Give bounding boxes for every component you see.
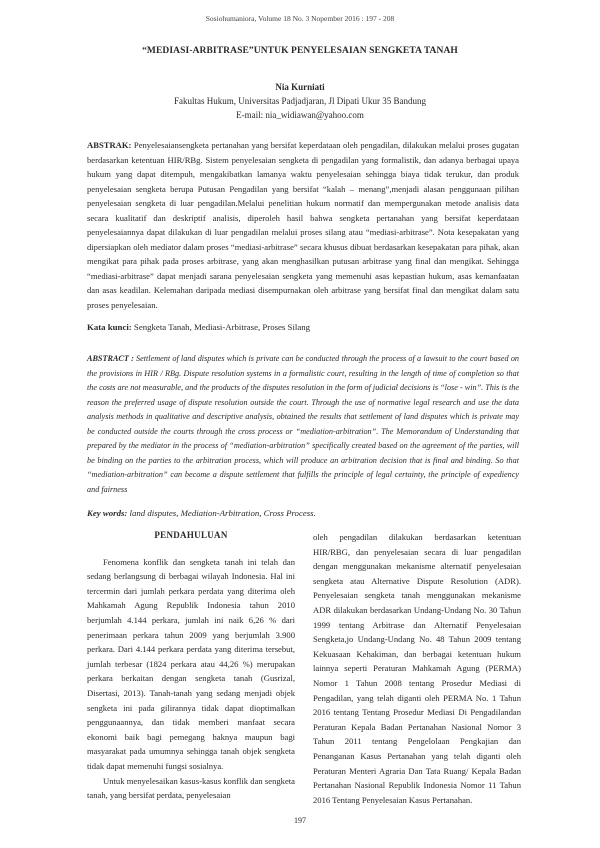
key-words-text: land disputes, Mediation-Arbitration, Cross Process. <box>127 508 316 518</box>
right-column <box>313 530 521 807</box>
abstrak-text: Penyelesaiansengketa pertanahan yang bersifat keperdataan oleh pengadilan, dilakukan melalui proses gugatan berdasarkan ketentuan HIR/RBg. Sistem penyelesaian sengketa di pengadilan yang formalistik, dan adanya berbagai upaya hukum yang dapat ditempuh, mengakibatkan lamanya waktu penyelesaian sehingga biaya tidak terukur, dan produk penyelesaian sengketa berupa Putusan Pengadilan yang bersifat “kalah – menang”,menjadi alasan penggunaan pilihan penyelesaian sengketa di luar pengadilan.Melalui penelitian hukum normatif dan mempergunakan metode analisis data secara kualitatif dan deskriptif analisis, diperoleh hasil bahwa sengketa pertanahan yang bersifat keperdataan penyelesaiannya dapat dilakukan di luar pengadilan melalui proses silang atau “mediasi-arbitrase”. Nota kesepakatan yang dipersiapkan oleh mediator dalam proses “mediasi-arbitrase” secara khusus dibuat berdasarkan kesepakatan para pihak, akan mengikat para pihak pada proses arbitrase, yang akan menghasilkan putusan arbitrase yang final dan mengikat. Sehingga “mediasi-arbitrase” dapat menjadi sarana penyelesaian sengketa yang memenuhi asas kepastian hukum, asas kemanfaatan dan asas keadilan. Kelemahan daripada mediasi disempurnakan oleh arbitrase yang bersifat final dan mengikat dalam satu proses penyelesaian. <box>87 140 519 310</box>
author-name: Nia Kurniati <box>275 82 325 92</box>
left-column <box>87 528 295 803</box>
section-heading: PENDAHULUAN <box>154 530 228 540</box>
abstract-label: ABSTRACT : <box>87 354 134 363</box>
abstract-text: Settlement of land disputes which is private can be conducted through the process of a lawsuit to the court based on the provisions in HIR / RBg. Dispute resolution systems in a formalistic court, resulting in the length of time of completion so that the costs are not measurable, and the products of the disputes resolution in the form of judicial decisions is “lose - win”. This is the reason the preferred usage of dispute resolution outside the court. Through the use of normative legal research and use the data analysis methods in qualitative and descriptive analysis, obtained the results that settlement of land disputes which is private may be conducted outside the courts through the cross process or “mediation-arbitration”. The Memorandum of Understanding that prepared by the mediator in the process of “mediation-arbitration” specifically created based on the agreement of the parties, will be binding on the parties to the arbitration process, which will produce an arbitration decision that is final and binding. So that “mediation-arbitration” can become a dispute settlement that fulfills the principle of legal certainty, the principle of expediency and fairness <box>87 354 520 494</box>
abstrak-block <box>87 138 519 312</box>
paragraph: Fenomena konflik dan sengketa tanah ini telah dan sedang berlangsung di berbagai wilayah Indonesia. Hal ini tercermin dari jumlah perkara perdata yang diterima oleh Mahkamah Agung Republik Indonesia tahun 2010 berjumlah 4.144 perkara, jumlah ini naik 6,26 % dari penerimaan perkara tahun 2009 yang berjumlah 3.900 perkara. Dari 4.144 perkara perdata yang diterima tersebut, jumlah terbesar (1824 perkara atau 44,26 %) merupakan perkara berkaitan dengan sengketa tanah (Gusrizal, Disertasi, 2013). Tanah-tanah yang sedang menjadi objek sengketa ini pada gilirannya tidak dapat dioptimalkan penggunaannya, dan tidak memberi manfaat secara ekonomi baik bagi pemegang haknya maupun bagi masyarakat pada umumnya sehingga tanah objek sengketa tidak dapat memenuhi fungsi sosialnya. <box>87 556 295 771</box>
article-title: “MEDIASI-ARBITRASE”UNTUK PENYELESAIAN SENGKETA TANAH <box>142 46 458 56</box>
paragraph: Untuk menyelesaikan kasus-kasus konflik dan sengketa tanah, yang bersifat perdata, penyelesaian <box>87 775 295 801</box>
page-number: 197 <box>294 816 306 825</box>
author-affiliation: Fakultas Hukum, Universitas Padjadjaran, Jl Dipati Ukur 35 Bandung <box>174 96 426 106</box>
kata-kunci-label: Kata kunci: <box>87 322 132 332</box>
author-email: E-mail: nia_widiawan@yahoo.com <box>236 110 364 120</box>
key-words-label: Key words: <box>87 508 128 518</box>
kata-kunci-block <box>87 322 519 332</box>
abstract-block <box>87 352 519 497</box>
paragraph: oleh pengadilan dilakukan berdasarkan ketentuan HIR/RBG, dan penyelesaian secara di luar pengadilan dengan menggunakan mekanisme alternatif penyelesaian sengketa atau Alternative Dispute Resolution (ADR). Penyelesaian sengketa tanah menggunakan mekanisme ADR dilakukan berdasarkan Undang-Undang No. 30 Tahun 1999 tentang Arbitrase dan Alternatif Penyelesaian Sengketa,jo Undang-Undang No. 48 Tahun 2009 tentang Kekuasaan Kehakiman, dan berbagai ketentuan hukum lainnya seperti Peraturan Mahkamah Agung (PERMA) Nomor 1 Tahun 2008 tentang Prosedur Mediasi di Pengadilan, yang telah diganti oleh PERMA No. 1 Tahun 2016 tentang Tentang Prosedur Mediasi Di Pengadilandan Peraturan Kepala Badan Pertanahan Nasional Nomor 3 Tahun 2011 tentang Pengelolaan Pengkajian dan Penanganan Kasus Pertanahan yang telah diganti oleh Peraturan Menteri Agraria Dan Tata Ruang/ Kepala Badan Pertanahan Nasional Republik Indonesia Nomor 11 Tahun 2016 Tentang Penyelesaian Kasus Pertanahan. <box>313 532 521 805</box>
abstrak-label: ABSTRAK: <box>87 140 132 150</box>
key-words-block <box>87 508 519 518</box>
kata-kunci-text: Sengketa Tanah, Mediasi-Arbitrase, Proses Silang <box>131 322 311 332</box>
running-head: Sosiohumaniora, Volume 18 No. 3 Nopember 2016 : 197 - 208 <box>205 14 395 23</box>
